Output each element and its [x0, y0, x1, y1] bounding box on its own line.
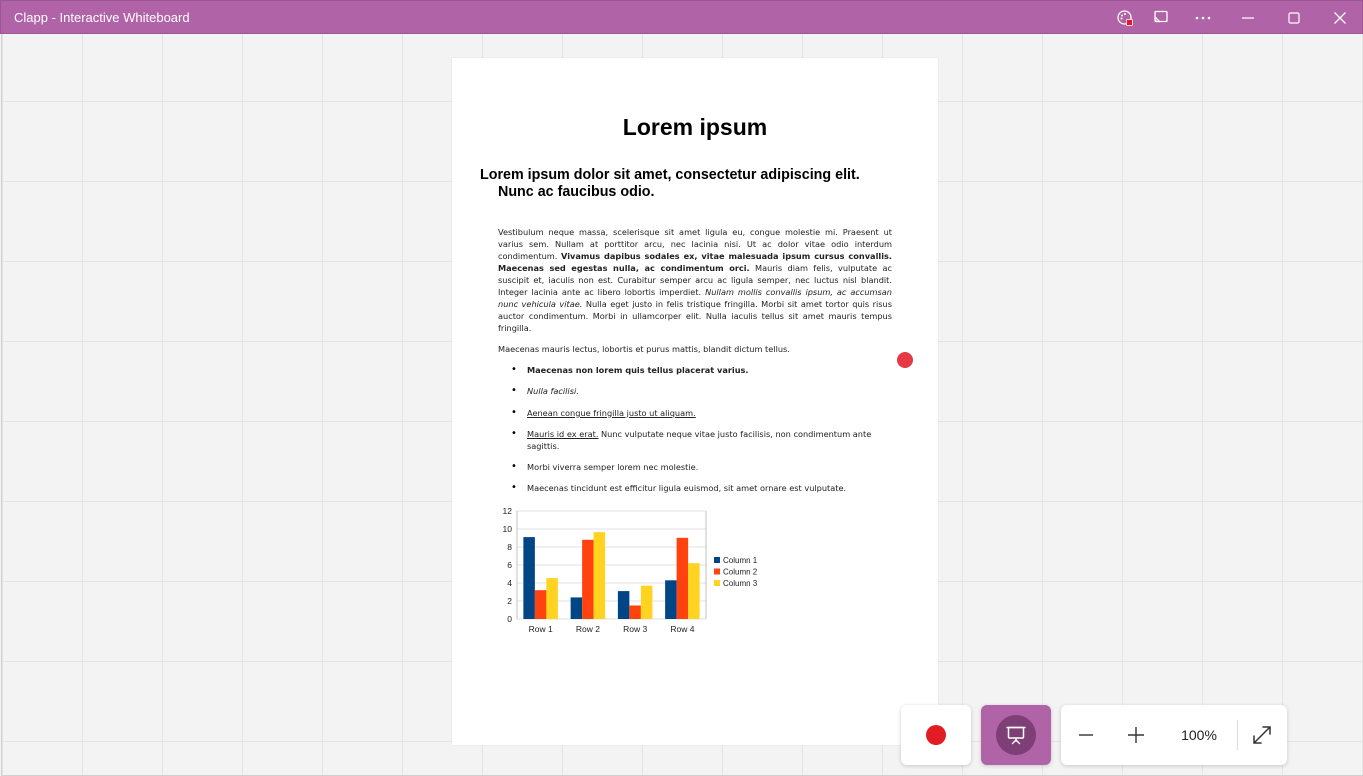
y-tick-label: 12: [502, 506, 512, 516]
x-tick-label: Row 2: [575, 624, 600, 634]
pointer-marker[interactable]: [897, 352, 913, 368]
window-title: Clapp - Interactive Whiteboard: [14, 10, 190, 25]
chart-bar: [629, 606, 641, 620]
legend-swatch: [714, 569, 720, 575]
bullet-6-text: Maecenas tincidunt est efficitur ligula euismod, sit amet ornare est vulputate.: [527, 483, 847, 494]
legend-swatch: [714, 580, 720, 586]
chart-bar: [571, 597, 583, 619]
x-tick-label: Row 1: [528, 624, 553, 634]
bullet-3-text: Aenean congue fringilla justo ut aliquam.: [527, 407, 696, 418]
chart-bar: [641, 586, 653, 619]
zoom-level: 100%: [1181, 727, 1217, 743]
bullet-1-text: Maecenas non lorem quis tellus placerat varius.: [527, 365, 749, 375]
bullet-4-text: Nunc vulputate neque vitae justo facilisis, non condimentum ante sagittis.: [527, 428, 872, 451]
close-button[interactable]: [1320, 2, 1360, 34]
list-item: [498, 428, 892, 452]
maximize-button[interactable]: [1274, 2, 1314, 34]
x-tick-label: Row 4: [670, 624, 695, 634]
cast-icon: [1152, 9, 1170, 27]
zoom-controls: [1061, 705, 1287, 765]
minimize-button[interactable]: [1228, 2, 1268, 34]
expand-icon: [1251, 724, 1273, 746]
paragraph-2: Maecenas mauris lectus, lobortis et purus mattis, blandit dictum tellus.: [498, 344, 790, 354]
chart-bar: [665, 580, 677, 619]
plus-icon: [1126, 725, 1146, 745]
y-tick-label: 6: [507, 560, 512, 570]
para1-italic: Nullam mollis convallis ipsum, ac accumsan nunc vehicula vitae.: [498, 287, 892, 309]
legend-label: Column 2: [723, 567, 758, 577]
list-item: [498, 364, 892, 376]
chart-bar: [618, 591, 630, 619]
minus-icon: [1077, 726, 1095, 744]
fit-to-screen-button[interactable]: [1237, 705, 1287, 765]
y-tick-label: 10: [502, 524, 512, 534]
list-item: [498, 482, 892, 494]
more-icon: [1194, 9, 1212, 27]
chart-bar: [582, 540, 594, 619]
palette-icon: [1116, 9, 1134, 27]
list-item: [498, 407, 892, 419]
title-bar: [0, 0, 1363, 34]
bullet-list: [498, 364, 892, 504]
minimize-icon: [1241, 11, 1255, 25]
palette-button[interactable]: [1105, 2, 1145, 34]
y-tick-label: 8: [507, 542, 512, 552]
para1-text-a: Vestibulum neque massa, scelerisque sit amet ligula eu, congue molestie mi. Praesent ut varius sem. Nullam at porttitor arcu, nec lacinia nisi. Ut ac dolor vitae odio interdum condimentum.: [498, 227, 892, 261]
bullet-5-text: Morbi viverra semper lorem nec molestie.: [527, 462, 699, 473]
chart-bar: [677, 538, 689, 619]
chart-bar: [688, 563, 700, 619]
x-tick-label: Row 3: [623, 624, 648, 634]
para1-text-c: Mauris diam felis, vulputate ac suscipit et, iaculis non est. Curabitur semper arcu ac ligula semper, nec luctus nisl blandit. Integer lacinia ante ac libero lobortis imperdiet.: [498, 263, 893, 297]
bar-chart: [492, 503, 772, 651]
chart-bar: [546, 578, 558, 619]
chart-bar: [535, 590, 547, 619]
chart-bar: [594, 532, 606, 619]
bullet-4-underlined: Mauris id ex erat.: [527, 428, 599, 439]
close-icon: [1333, 11, 1347, 25]
legend-label: Column 1: [723, 556, 758, 565]
document-page[interactable]: [452, 58, 938, 745]
para1-bold: Vivamus dapibus sodales ex, vitae malesuada ipsum cursus convallis. Maecenas sed egestas nulla, ac condimentum orci.: [498, 251, 892, 273]
cast-button[interactable]: [1141, 2, 1181, 34]
heading-line-1: Lorem ipsum dolor sit amet, consectetur adipiscing elit.: [480, 167, 860, 183]
legend-label: Column 3: [723, 579, 758, 588]
heading-line-2: Nunc ac faucibus odio.: [498, 184, 655, 200]
more-options-button[interactable]: [1183, 2, 1223, 34]
record-button[interactable]: [901, 705, 971, 765]
document-heading: [480, 167, 900, 201]
document-title: Lorem ipsum: [622, 114, 768, 140]
chart-bar: [523, 537, 535, 619]
bullet-2-text: Nulla facilisi.: [527, 386, 579, 397]
legend-swatch: [714, 557, 720, 563]
zoom-in-button[interactable]: [1111, 705, 1161, 765]
paragraph-1: [498, 226, 892, 334]
maximize-icon: [1287, 11, 1301, 25]
para1-text-e: Nulla eget justo in felis tristique fringilla. Morbi sit amet tortor quis risus auctor condimentum. Morbi in ullamcorper elit. Nulla iaculis tellus sit amet mauris tempus fringilla.: [498, 299, 892, 333]
y-tick-label: 4: [507, 578, 512, 588]
present-circle: [996, 715, 1036, 755]
present-button[interactable]: [981, 705, 1051, 765]
y-tick-label: 0: [507, 614, 512, 624]
list-item: [498, 385, 892, 397]
zoom-out-button[interactable]: [1061, 705, 1111, 765]
y-tick-label: 2: [507, 596, 512, 606]
list-item: [498, 461, 892, 473]
record-icon: [926, 725, 946, 745]
presentation-icon: [1005, 724, 1027, 746]
